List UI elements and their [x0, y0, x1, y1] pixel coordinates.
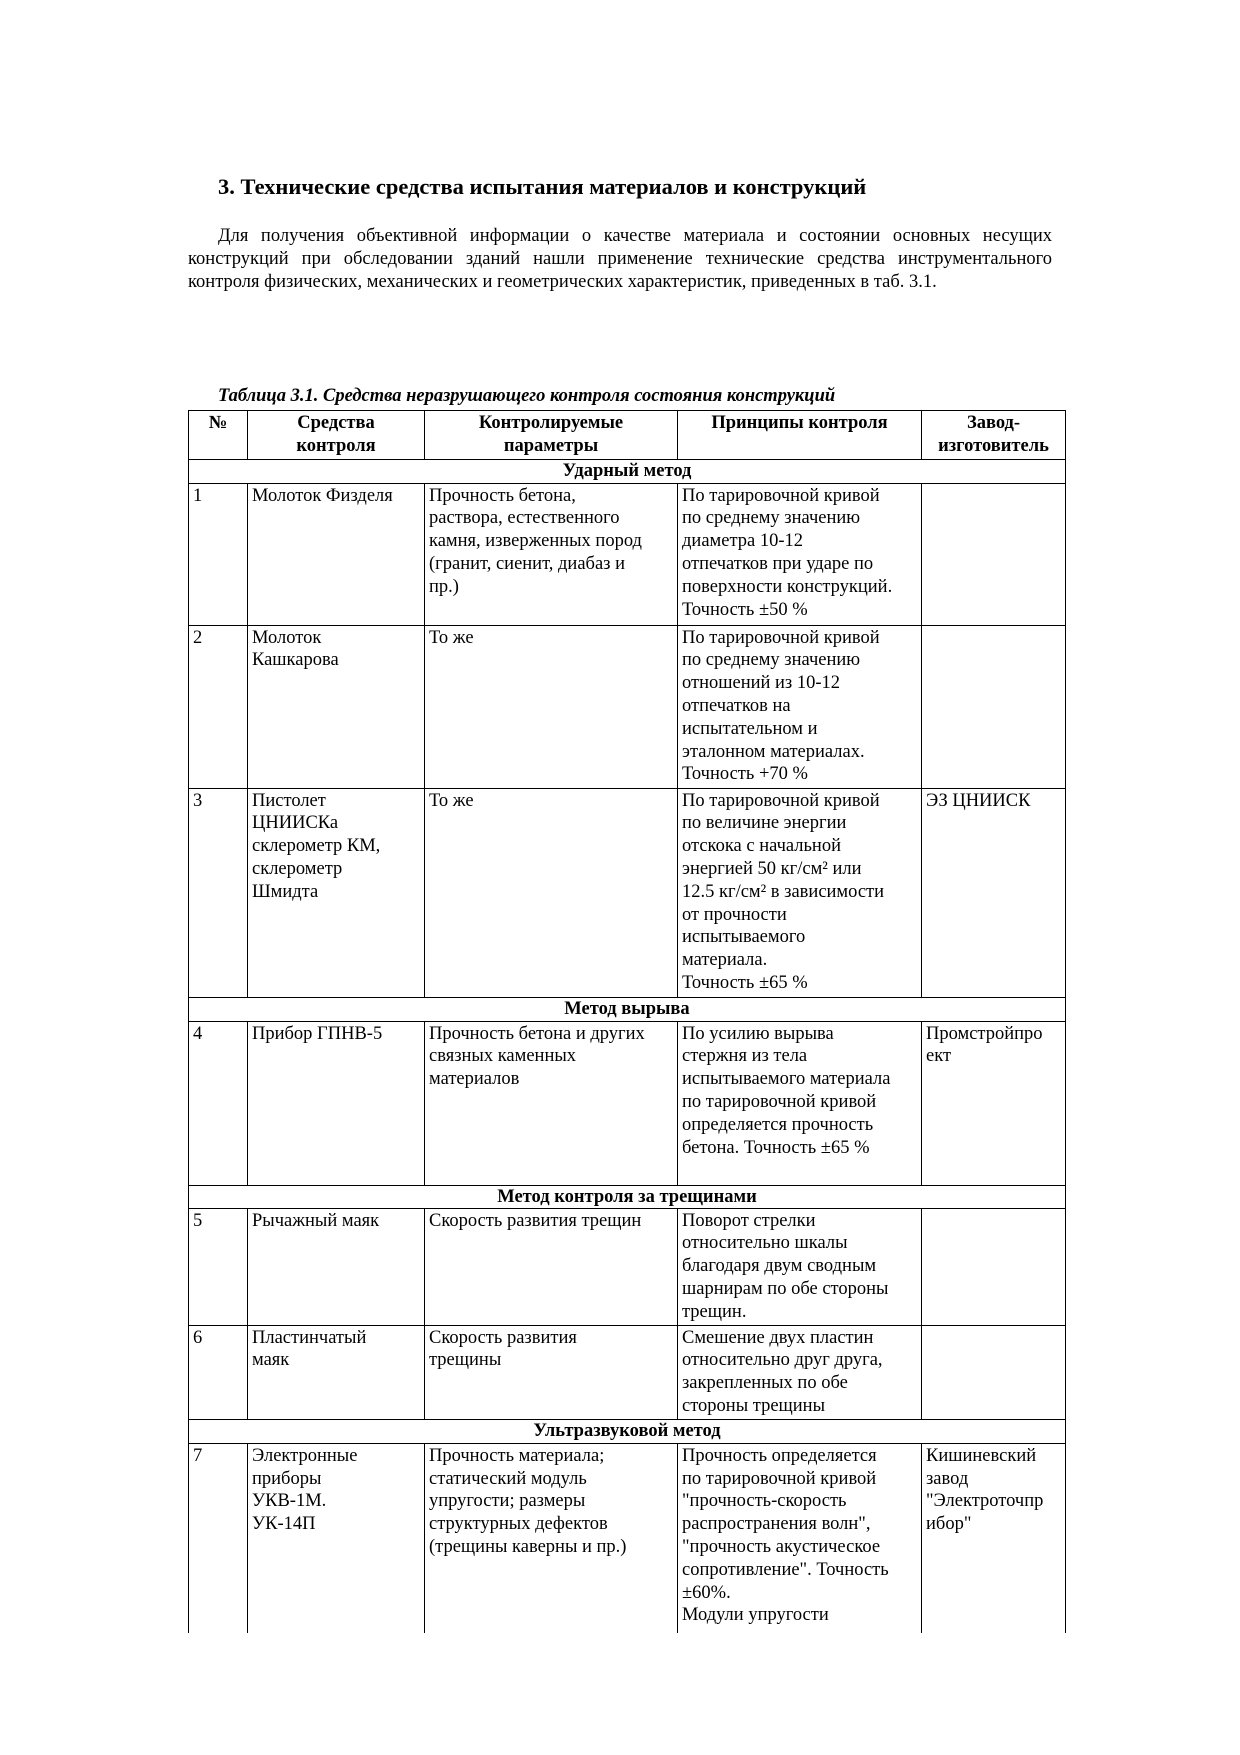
cell-principles: По усилию вырыва стержня из тела испытываемого материала по тарировочной кривой определяется прочность бетона. Точность ±65 % — [678, 1021, 922, 1185]
section-row — [189, 459, 1066, 483]
cell-tool: Молоток Физделя — [248, 483, 425, 625]
cell-tool: Пластинчатый маяк — [248, 1325, 425, 1419]
cell-parameters: Прочность бетона и других связных каменных материалов — [425, 1021, 678, 1185]
cell-principles: Поворот стрелки относительно шкалы благодаря двум сводным шарнирам по обе стороны трещин. — [678, 1208, 922, 1325]
cell-tool: Молоток Кашкарова — [248, 625, 425, 788]
intro-paragraph: Для получения объективной информации о качестве материала и состоянии основных несущих конструкций при обследовании зданий нашли применение технические средства инструментального контроля физических, механических и геометрических характеристик, приведенных в таб. 3.1. — [188, 226, 1052, 292]
cell-parameters: То же — [425, 788, 678, 997]
section-row — [189, 1185, 1066, 1208]
table-row — [189, 788, 1066, 997]
table-row — [189, 1021, 1066, 1185]
header-parameters: Контролируемые параметры — [425, 411, 678, 460]
section-row — [189, 997, 1066, 1021]
cell-parameters: Скорость развития трещин — [425, 1208, 678, 1325]
section-heading: 3. Технические средства испытания материалов и конструкций — [218, 174, 867, 199]
cell-tool: Прибор ГПНВ-5 — [248, 1021, 425, 1185]
cell-manufacturer: Кишиневский завод "Электроточпр ибор" — [922, 1443, 1066, 1633]
cell-parameters: Прочность бетона, раствора, естественного камня, изверженных пород (гранит, сиенит, диабаз и пр.) — [425, 483, 678, 625]
section-row — [189, 1419, 1066, 1443]
header-principles: Принципы контроля — [678, 411, 922, 460]
header-number: № — [189, 411, 248, 460]
table-row — [189, 1208, 1066, 1325]
cell-number: 5 — [189, 1208, 248, 1325]
header-tool: Средства контроля — [248, 411, 425, 460]
table-caption: Таблица 3.1. Средства неразрушающего контроля состояния конструкций — [218, 386, 836, 406]
cell-parameters: То же — [425, 625, 678, 788]
cell-manufacturer: Промстройпро ект — [922, 1021, 1066, 1185]
cell-tool: Электронные приборы УКВ-1М. УК-14П — [248, 1443, 425, 1633]
cell-parameters: Скорость развития трещины — [425, 1325, 678, 1419]
cell-tool: Рычажный маяк — [248, 1208, 425, 1325]
cell-manufacturer — [922, 1325, 1066, 1419]
cell-number: 1 — [189, 483, 248, 625]
cell-manufacturer: ЭЗ ЦНИИСК — [922, 788, 1066, 997]
table-row — [189, 1325, 1066, 1419]
cell-number: 7 — [189, 1443, 248, 1633]
cell-tool: Пистолет ЦНИИСКа склерометр КМ, склерометр Шмидта — [248, 788, 425, 997]
cell-number: 3 — [189, 788, 248, 997]
table-header-row — [189, 411, 1066, 460]
cell-number: 4 — [189, 1021, 248, 1185]
cell-number: 2 — [189, 625, 248, 788]
cell-principles: По тарировочной кривой по среднему значению диаметра 10-12 отпечатков при ударе по поверхности конструкций. Точность ±50 % — [678, 483, 922, 625]
section-title: Метод вырыва — [189, 997, 1066, 1021]
cell-number: 6 — [189, 1325, 248, 1419]
cell-manufacturer — [922, 625, 1066, 788]
cell-principles: Прочность определяется по тарировочной кривой "прочность-скорость распространения волн", "прочность акустическое сопротивление". Точность ±60%. Модули упругости — [678, 1443, 922, 1633]
cell-principles: Смешение двух пластин относительно друг друга, закрепленных по обе стороны трещины — [678, 1325, 922, 1419]
cell-parameters: Прочность материала; статический модуль упругости; размеры структурных дефектов (трещины каверны и пр.) — [425, 1443, 678, 1633]
ndt-table — [188, 410, 1066, 1633]
cell-manufacturer — [922, 483, 1066, 625]
table-row — [189, 625, 1066, 788]
table-row — [189, 483, 1066, 625]
section-title: Ударный метод — [189, 459, 1066, 483]
section-title: Метод контроля за трещинами — [189, 1185, 1066, 1208]
cell-principles: По тарировочной кривой по среднему значению отношений из 10-12 отпечатков на испытательном и эталонном материалах. Точность +70 % — [678, 625, 922, 788]
section-title: Ультразвуковой метод — [189, 1419, 1066, 1443]
cell-principles: По тарировочной кривой по величине энергии отскока с начальной энергией 50 кг/см² или 12.5 кг/см² в зависимости от прочности испытываемого материала. Точность ±65 % — [678, 788, 922, 997]
cell-manufacturer — [922, 1208, 1066, 1325]
header-manufacturer: Завод- изготовитель — [922, 411, 1066, 460]
table-row — [189, 1443, 1066, 1633]
